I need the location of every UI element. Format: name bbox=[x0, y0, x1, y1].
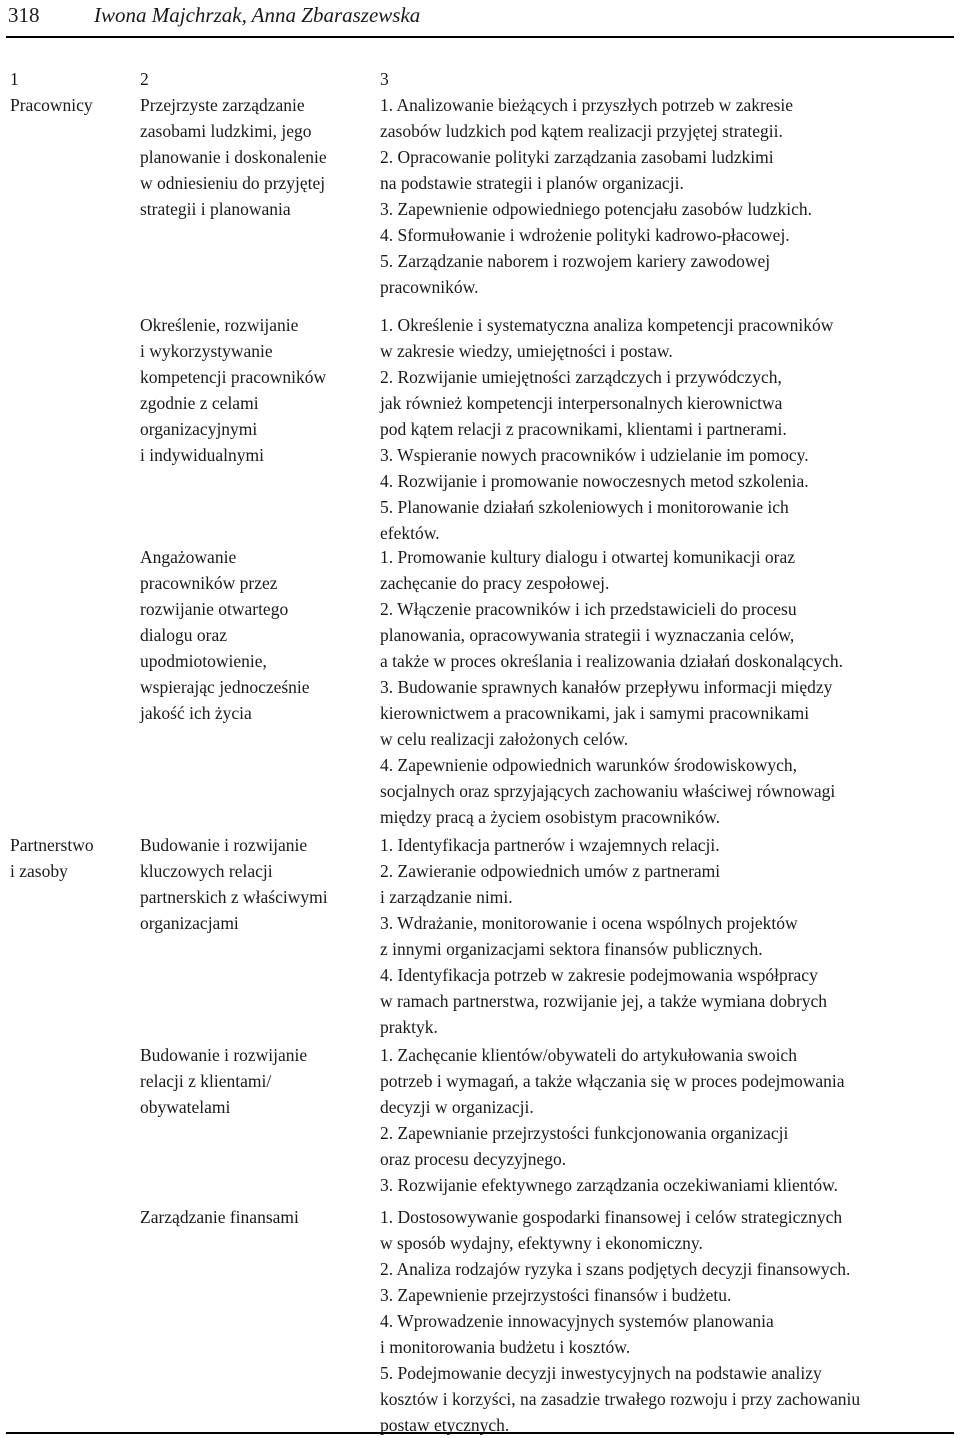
cell-text-line: 3. Budowanie sprawnych kanałów przepływu informacji między bbox=[380, 677, 833, 697]
cell-text-line: 2. Włączenie pracowników i ich przedstawicieli do procesu bbox=[380, 599, 797, 619]
cell-text-line: Pracownicy bbox=[10, 95, 93, 115]
cell-text-line: 2. Analiza rodzajów ryzyka i szans podjętych decyzji finansowych. bbox=[380, 1259, 851, 1279]
cell-text-line: zasobów ludzkich pod kątem realizacji przyjętej strategii. bbox=[380, 121, 783, 141]
cell-text-line: pracowników przez bbox=[140, 573, 278, 593]
cell-text-line: kierownictwem a pracownikami, jak i samymi pracownikami bbox=[380, 703, 810, 723]
table-cell-c2 bbox=[140, 92, 372, 222]
cell-text-line: 3. Rozwijanie efektywnego zarządzania oczekiwaniami klientów. bbox=[380, 1175, 839, 1195]
cell-text-line: 5. Planowanie działań szkoleniowych i monitorowanie ich bbox=[380, 497, 789, 517]
cell-text-line: praktyk. bbox=[380, 1017, 438, 1037]
cell-text-line: decyzji w organizacji. bbox=[380, 1097, 534, 1117]
cell-text-line: i wykorzystywanie bbox=[140, 341, 273, 361]
cell-text-line: rozwijanie otwartego bbox=[140, 599, 289, 619]
cell-text-line: 3. Zapewnienie przejrzystości finansów i budżetu. bbox=[380, 1285, 732, 1305]
cell-text-line: dialogu oraz bbox=[140, 625, 227, 645]
cell-text-line: 1. Dostosowywanie gospodarki finansowej i celów strategicznych bbox=[380, 1207, 843, 1227]
table-cell-c2 bbox=[140, 544, 372, 726]
table-cell-c1 bbox=[10, 92, 128, 118]
cell-text-line: 2. Zawieranie odpowiednich umów z partnerami bbox=[380, 861, 721, 881]
cell-text-line: 4. Zapewnienie odpowiednich warunków środowiskowych, bbox=[380, 755, 797, 775]
cell-text-line: 1. Określenie i systematyczna analiza kompetencji pracowników bbox=[380, 315, 834, 335]
cell-text-line: i zarządzanie nimi. bbox=[380, 887, 513, 907]
cell-text-line: w zakresie wiedzy, umiejętności i postaw. bbox=[380, 341, 673, 361]
table-cell-c1 bbox=[10, 832, 128, 884]
cell-text-line: i zasoby bbox=[10, 861, 68, 881]
cell-text-line: potrzeb i wymagań, a także włączania się w proces podejmowania bbox=[380, 1071, 845, 1091]
cell-text-line: upodmiotowienie, bbox=[140, 651, 267, 671]
column-header-3: 3 bbox=[380, 69, 389, 89]
cell-text-line: planowania, opracowywania strategii i wyznaczania celów, bbox=[380, 625, 795, 645]
cell-text-line: 2. Rozwijanie umiejętności zarządczych i przywódczych, bbox=[380, 367, 782, 387]
cell-text-line: pod kątem relacji z pracownikami, klientami i partnerami. bbox=[380, 419, 787, 439]
table-cell-c3 bbox=[380, 1042, 955, 1198]
page-number: 318 bbox=[8, 3, 40, 27]
cell-text-line: 4. Sformułowanie i wdrożenie polityki kadrowo-płacowej. bbox=[380, 225, 790, 245]
cell-text-line: 5. Podejmowanie decyzji inwestycyjnych na podstawie analizy bbox=[380, 1363, 822, 1383]
cell-text-line: w celu realizacji założonych celów. bbox=[380, 729, 629, 749]
cell-text-line: oraz procesu decyzyjnego. bbox=[380, 1149, 567, 1169]
cell-text-line: Budowanie i rozwijanie bbox=[140, 835, 308, 855]
table-cell-c3 bbox=[380, 312, 955, 546]
cell-text-line: z innymi organizacjami sektora finansów publicznych. bbox=[380, 939, 763, 959]
cell-text-line: obywatelami bbox=[140, 1097, 231, 1117]
table-cell-c2 bbox=[140, 832, 372, 936]
table-cell-c3 bbox=[380, 1204, 955, 1438]
table-cell-c3 bbox=[380, 92, 955, 300]
cell-text-line: 1. Zachęcanie klientów/obywateli do artykułowania swoich bbox=[380, 1045, 797, 1065]
cell-text-line: w sposób wydajny, efektywny i ekonomiczny. bbox=[380, 1233, 703, 1253]
cell-text-line: kluczowych relacji bbox=[140, 861, 273, 881]
table-bottom-rule bbox=[6, 1432, 954, 1434]
cell-text-line: a także w proces określania i realizowania działań doskonalących. bbox=[380, 651, 844, 671]
column-header-1: 1 bbox=[10, 69, 19, 89]
header-rule bbox=[6, 36, 954, 38]
cell-text-line: Budowanie i rozwijanie bbox=[140, 1045, 308, 1065]
cell-text-line: między pracą a życiem osobistym pracowników. bbox=[380, 807, 721, 827]
cell-text-line: pracowników. bbox=[380, 277, 479, 297]
column-header-2: 2 bbox=[140, 69, 149, 89]
cell-text-line: i indywidualnymi bbox=[140, 445, 264, 465]
cell-text-line: relacji z klientami/ bbox=[140, 1071, 272, 1091]
cell-text-line: postaw etycznych. bbox=[380, 1415, 510, 1435]
cell-text-line: zasobami ludzkimi, jego bbox=[140, 121, 312, 141]
cell-text-line: jakość ich życia bbox=[140, 703, 252, 723]
cell-text-line: 4. Identyfikacja potrzeb w zakresie podejmowania współpracy bbox=[380, 965, 818, 985]
cell-text-line: Partnerstwo bbox=[10, 835, 94, 855]
cell-text-line: kosztów i korzyści, na zasadzie trwałego rozwoju i przy zachowaniu bbox=[380, 1389, 861, 1409]
cell-text-line: w ramach partnerstwa, rozwijanie jej, a także wymiana dobrych bbox=[380, 991, 828, 1011]
cell-text-line: jak również kompetencji interpersonalnych kierownictwa bbox=[380, 393, 783, 413]
cell-text-line: 5. Zarządzanie naborem i rozwojem kariery zawodowej bbox=[380, 251, 771, 271]
cell-text-line: planowanie i doskonalenie bbox=[140, 147, 327, 167]
cell-text-line: Angażowanie bbox=[140, 547, 237, 567]
cell-text-line: 3. Wdrażanie, monitorowanie i ocena wspólnych projektów bbox=[380, 913, 798, 933]
cell-text-line: 1. Identyfikacja partnerów i wzajemnych relacji. bbox=[380, 835, 720, 855]
cell-text-line: 3. Wspieranie nowych pracowników i udzielanie im pomocy. bbox=[380, 445, 809, 465]
cell-text-line: zachęcanie do pracy zespołowej. bbox=[380, 573, 610, 593]
cell-text-line: 2. Zapewnianie przejrzystości funkcjonowania organizacji bbox=[380, 1123, 789, 1143]
table-cell-c2 bbox=[140, 1204, 372, 1230]
page-header bbox=[6, 0, 954, 36]
cell-text-line: 4. Wprowadzenie innowacyjnych systemów planowania bbox=[380, 1311, 774, 1331]
cell-text-line: Zarządzanie finansami bbox=[140, 1207, 299, 1227]
cell-text-line: 4. Rozwijanie i promowanie nowoczesnych metod szkolenia. bbox=[380, 471, 809, 491]
cell-text-line: na podstawie strategii i planów organizacji. bbox=[380, 173, 684, 193]
cell-text-line: kompetencji pracowników bbox=[140, 367, 327, 387]
cell-text-line: zgodnie z celami bbox=[140, 393, 259, 413]
cell-text-line: organizacyjnymi bbox=[140, 419, 258, 439]
cell-text-line: i monitorowania budżetu i kosztów. bbox=[380, 1337, 631, 1357]
cell-text-line: wspierając jednocześnie bbox=[140, 677, 310, 697]
cell-text-line: efektów. bbox=[380, 523, 440, 543]
cell-text-line: 2. Opracowanie polityki zarządzania zasobami ludzkimi bbox=[380, 147, 774, 167]
table-cell-c3 bbox=[380, 832, 955, 1040]
table-cell-c3 bbox=[380, 544, 955, 830]
cell-text-line: w odniesieniu do przyjętej bbox=[140, 173, 326, 193]
cell-text-line: socjalnych oraz sprzyjających zachowaniu właściwej równowagi bbox=[380, 781, 836, 801]
table-cell-c2 bbox=[140, 1042, 372, 1120]
cell-text-line: organizacjami bbox=[140, 913, 239, 933]
cell-text-line: partnerskich z właściwymi bbox=[140, 887, 328, 907]
table-cell-c2 bbox=[140, 312, 372, 468]
cell-text-line: Przejrzyste zarządzanie bbox=[140, 95, 305, 115]
cell-text-line: strategii i planowania bbox=[140, 199, 291, 219]
running-head-authors: Iwona Majchrzak, Anna Zbaraszewska bbox=[94, 3, 421, 27]
cell-text-line: 1. Analizowanie bieżących i przyszłych potrzeb w zakresie bbox=[380, 95, 794, 115]
cell-text-line: Określenie, rozwijanie bbox=[140, 315, 299, 335]
cell-text-line: 1. Promowanie kultury dialogu i otwartej komunikacji oraz bbox=[380, 547, 796, 567]
cell-text-line: 3. Zapewnienie odpowiedniego potencjału zasobów ludzkich. bbox=[380, 199, 813, 219]
